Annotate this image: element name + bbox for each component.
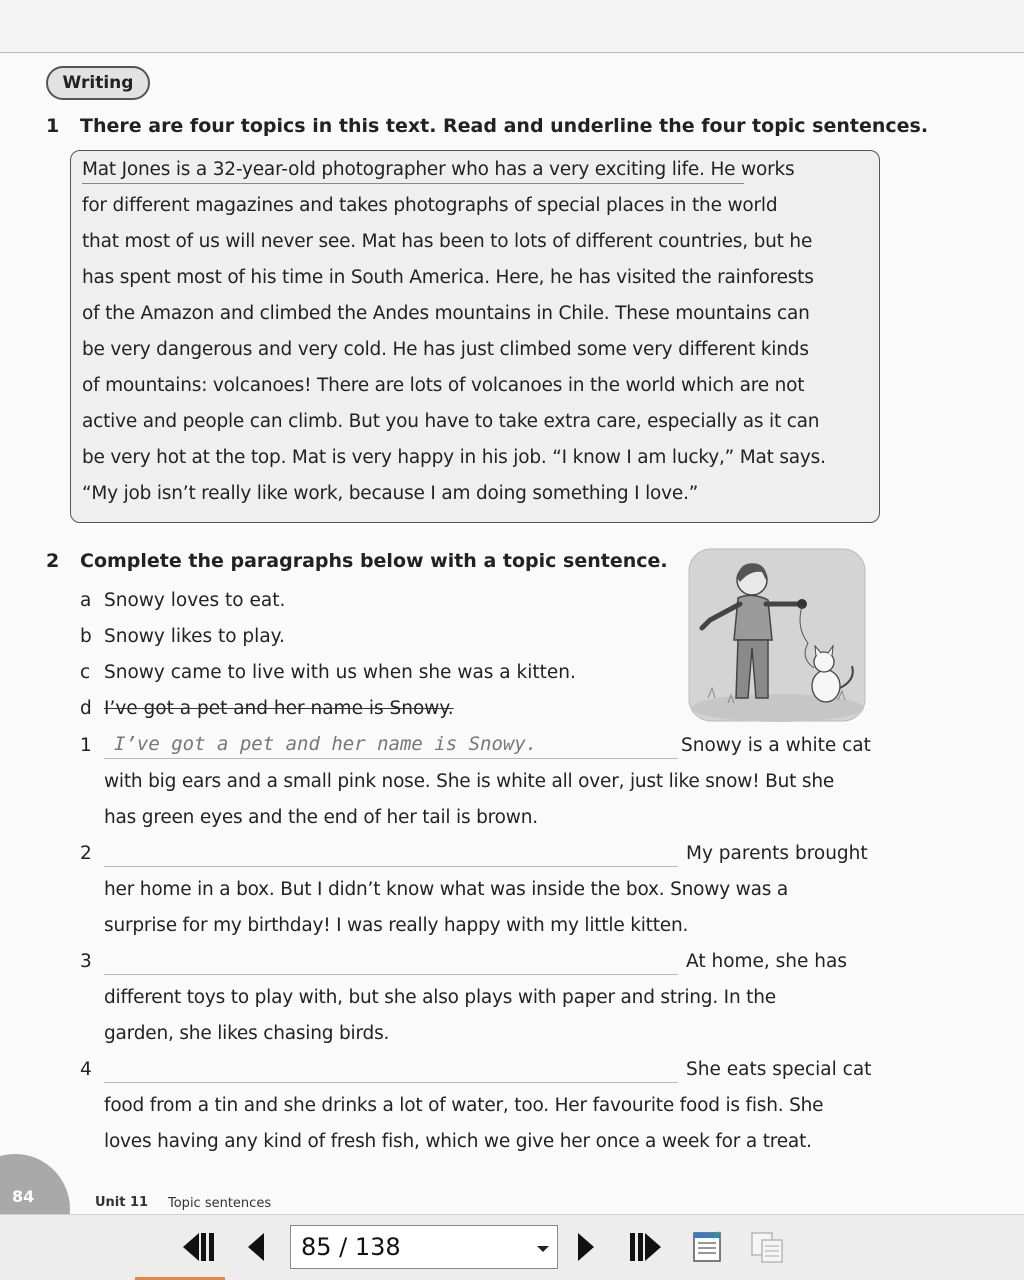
text-line: be very hot at the top. Mat is very happy in his job. “I know I am lucky,” Mat says. bbox=[82, 447, 826, 468]
single-page-view-button[interactable] bbox=[688, 1229, 728, 1265]
viewer-top-bar bbox=[0, 0, 1024, 53]
first-page-button[interactable] bbox=[178, 1229, 218, 1265]
paragraph-2-answer-line[interactable] bbox=[104, 866, 678, 867]
paragraph-1-continuation: Snowy is a white cat bbox=[681, 735, 871, 756]
paragraph-1-answer[interactable]: I’ve got a pet and her name is Snowy. bbox=[114, 733, 538, 755]
paragraph-4-continuation: She eats special cat bbox=[686, 1059, 872, 1080]
next-page-icon bbox=[576, 1231, 598, 1263]
footer-topic-label: Topic sentences bbox=[168, 1196, 272, 1211]
option-d bbox=[80, 698, 454, 719]
question-2-number: 2 bbox=[46, 550, 60, 572]
paragraph-3-continuation: At home, she has bbox=[686, 951, 847, 972]
paragraph-1-number: 1 bbox=[80, 735, 92, 756]
text-line: Mat Jones is a 32-year-old photographer who has a very exciting life. He works bbox=[82, 159, 795, 180]
first-page-icon bbox=[181, 1231, 215, 1263]
two-page-view-button[interactable] bbox=[748, 1229, 788, 1265]
paragraph-4-answer-line[interactable] bbox=[104, 1082, 678, 1083]
page-selector-dropdown[interactable] bbox=[290, 1225, 558, 1269]
navigation-toolbar bbox=[0, 1214, 1024, 1280]
text-line: be very dangerous and very cold. He has just climbed some very different kinds bbox=[82, 339, 809, 360]
section-tag: Writing bbox=[46, 66, 150, 100]
text-line: for different magazines and takes photographs of special places in the world bbox=[82, 195, 778, 216]
option-letter: b bbox=[80, 626, 92, 647]
paragraph-2-number: 2 bbox=[80, 843, 92, 864]
option-text-crossed-out: I’ve got a pet and her name is Snowy. bbox=[104, 698, 454, 719]
text-line: has spent most of his time in South America. Here, he has visited the rainforests bbox=[82, 267, 814, 288]
option-text: Snowy came to live with us when she was a kitten. bbox=[104, 662, 576, 683]
option-text: Snowy likes to play. bbox=[104, 626, 285, 647]
text-line: that most of us will never see. Mat has been to lots of different countries, but he bbox=[82, 231, 813, 252]
reading-text-box bbox=[70, 150, 880, 523]
last-page-button[interactable] bbox=[626, 1229, 666, 1265]
next-page-button[interactable] bbox=[572, 1229, 602, 1265]
paragraph-line: loves having any kind of fresh fish, which we give her once a week for a treat. bbox=[104, 1131, 812, 1152]
paragraph-2-continuation: My parents brought bbox=[686, 843, 868, 864]
option-letter: d bbox=[80, 698, 92, 719]
paragraph-line: garden, she likes chasing birds. bbox=[104, 1023, 390, 1044]
paragraph-3-number: 3 bbox=[80, 951, 92, 972]
question-1-number: 1 bbox=[46, 115, 60, 137]
page-number: 84 bbox=[12, 1187, 35, 1206]
paragraph-line: with big ears and a small pink nose. She is white all over, just like snow! But she bbox=[104, 771, 835, 792]
paragraph-1-answer-line bbox=[104, 758, 678, 759]
paragraph-4-number: 4 bbox=[80, 1059, 92, 1080]
option-c bbox=[80, 662, 576, 683]
option-text: Snowy loves to eat. bbox=[104, 590, 286, 611]
option-letter: a bbox=[80, 590, 92, 611]
paragraph-line: has green eyes and the end of her tail is brown. bbox=[104, 807, 538, 828]
page-indicator: 85 / 138 bbox=[301, 1233, 401, 1261]
paragraph-line: surprise for my birthday! I was really happy with my little kitten. bbox=[104, 915, 689, 936]
text-line: of mountains: volcanoes! There are lots of volcanoes in the world which are not bbox=[82, 375, 805, 396]
option-b bbox=[80, 626, 285, 647]
text-line: “My job isn’t really like work, because I am doing something I love.” bbox=[82, 483, 699, 504]
girl-playing-with-cat-illustration bbox=[688, 548, 866, 722]
paragraph-3-answer-line[interactable] bbox=[104, 974, 678, 975]
paragraph-line: different toys to play with, but she also plays with paper and string. In the bbox=[104, 987, 776, 1008]
text-line: of the Amazon and climbed the Andes mountains in Chile. These mountains can bbox=[82, 303, 810, 324]
paragraph-line: food from a tin and she drinks a lot of water, too. Her favourite food is fish. She bbox=[104, 1095, 824, 1116]
topic-sentence-underline bbox=[82, 183, 744, 184]
dropdown-caret-icon bbox=[537, 1246, 549, 1252]
question-1-instruction: There are four topics in this text. Read and underline the four topic sentences. bbox=[80, 115, 929, 137]
footer-unit-label: Unit 11 bbox=[95, 1195, 149, 1210]
last-page-icon bbox=[629, 1231, 663, 1263]
text-line: active and people can climb. But you have to take extra care, especially as it can bbox=[82, 411, 820, 432]
textbook-page bbox=[0, 54, 1024, 1214]
option-a bbox=[80, 590, 285, 611]
option-letter: c bbox=[80, 662, 91, 683]
two-page-view-icon bbox=[750, 1230, 786, 1264]
previous-page-button[interactable] bbox=[240, 1229, 270, 1265]
single-page-view-icon bbox=[691, 1230, 725, 1264]
paragraph-line: her home in a box. But I didn’t know what was inside the box. Snowy was a bbox=[104, 879, 788, 900]
question-2-instruction: Complete the paragraphs below with a topic sentence. bbox=[80, 550, 668, 572]
prev-page-icon bbox=[244, 1231, 266, 1263]
